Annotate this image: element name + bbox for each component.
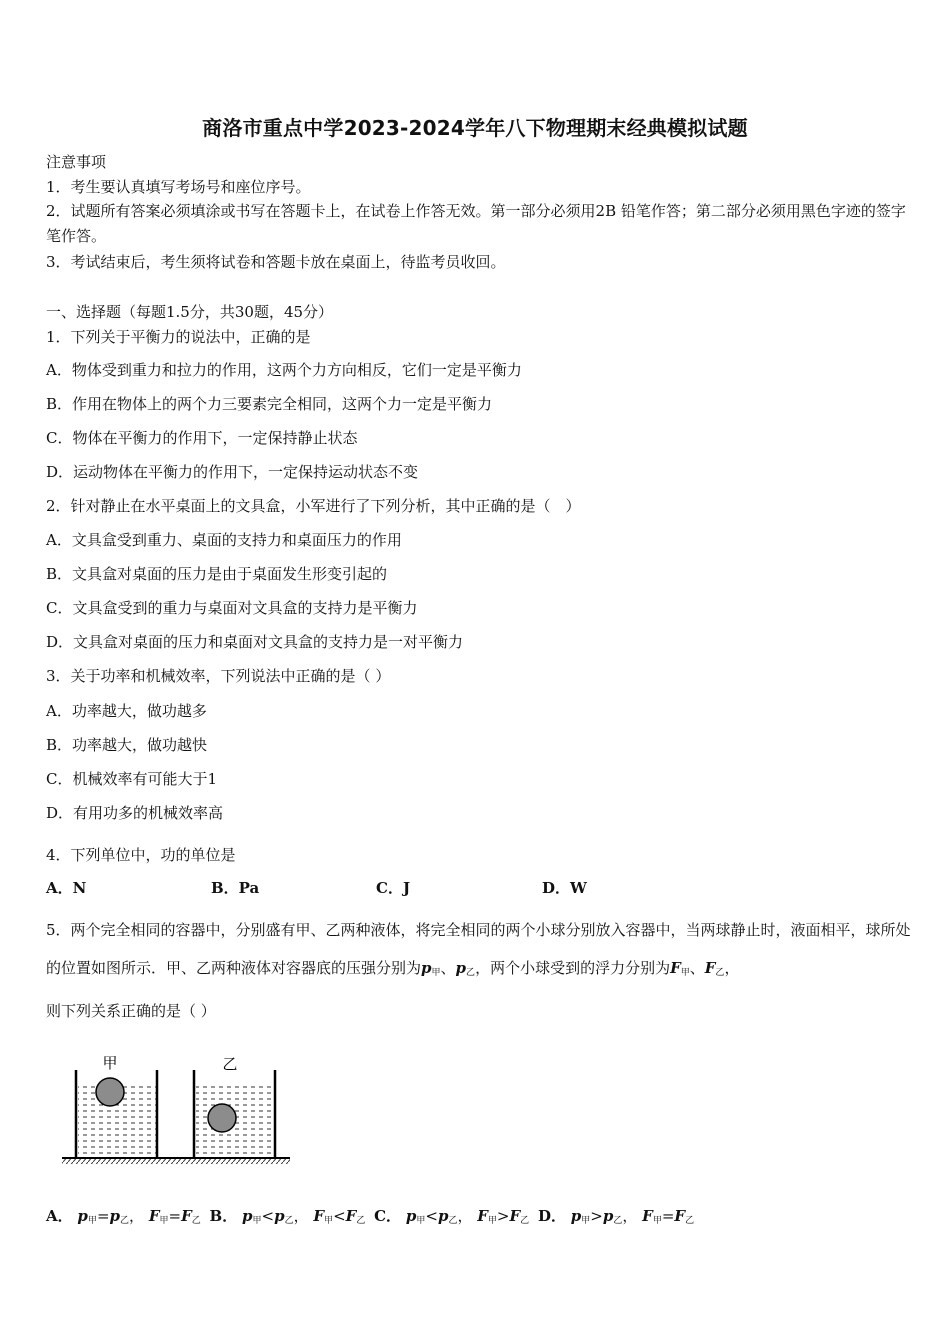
question-2-option-c: C．文具盒受到的重力与桌面对文具盒的支持力是平衡力 bbox=[46, 599, 418, 617]
separator: ， bbox=[724, 959, 740, 977]
symbol-f: F bbox=[704, 959, 716, 977]
subscript-yi: 乙 bbox=[466, 968, 476, 978]
notice-item: 1．考生要认真填写考场号和座位序号。 bbox=[46, 178, 311, 196]
question-5-stem-text: ，两个小球受到的浮力分别为 bbox=[475, 959, 671, 977]
question-1-option-b: B．作用在物体上的两个力三要素完全相同，这两个力一定是平衡力 bbox=[46, 395, 493, 413]
question-1-stem: 1．下列关于平衡力的说法中，正确的是 bbox=[46, 328, 311, 346]
page-title: 商洛市重点中学2023-2024学年八下物理期末经典模拟试题 bbox=[202, 116, 748, 140]
option-c-label: C． bbox=[374, 1207, 402, 1225]
label-jia: 甲 bbox=[102, 1054, 118, 1072]
question-3-option-b: B．功率越大，做功越快 bbox=[46, 736, 208, 754]
notice-item: 2．试题所有答案必须填涂或书写在答题卡上，在试卷上作答无效。第一部分必须用2B 铅笔作答；第二部分必须用黑色字迹的签字笔作答。 bbox=[46, 202, 906, 245]
label-yi: 乙 bbox=[222, 1055, 238, 1073]
question-1-option-a: A．物体受到重力和拉力的作用，这两个力方向相反，它们一定是平衡力 bbox=[46, 361, 522, 379]
symbol-p: p bbox=[421, 959, 432, 977]
ground-hatch bbox=[62, 1159, 290, 1164]
notice-heading: 注意事项 bbox=[46, 153, 107, 171]
question-4-stem: 4．下列单位中，功的单位是 bbox=[46, 846, 236, 864]
ball-yi bbox=[208, 1104, 236, 1132]
symbol-f: F bbox=[670, 959, 681, 977]
question-5-options: A． $p_甲=p_乙$， $F_甲=F_乙$ B． $p_甲<p_乙$， $F_甲<F_乙$ C． $p_甲<p_乙$， $F_甲>F_乙$ D． $p_甲>p_乙$， $F_甲=F_乙$ bbox=[46, 1207, 695, 1226]
question-5-stem-text: 5．两个完全相同的容器中，分别盛有甲、乙两种液体，将完全相同的两个小球分别放入容器中，当两球静止时，液面相平，球所处的位置如图所示．甲、乙两种液体对容器底的压强分别为 bbox=[46, 921, 911, 977]
question-2-option-d: D．文具盒对桌面的压力和桌面对文具盒的支持力是一对平衡力 bbox=[46, 633, 464, 651]
section-heading: 一、选择题（每题1.5分，共30题，45分） bbox=[46, 303, 334, 321]
question-3-stem: 3．关于功率和机械效率，下列说法中正确的是（ ） bbox=[46, 667, 391, 685]
ball-jia bbox=[96, 1078, 124, 1106]
subscript-yi: 乙 bbox=[715, 968, 725, 978]
question-4-option-b: B．Pa bbox=[211, 879, 260, 897]
container-yi bbox=[194, 1055, 275, 1158]
question-2-option-a: A．文具盒受到重力、桌面的支持力和桌面压力的作用 bbox=[46, 531, 402, 549]
question-1-option-d: D．运动物体在平衡力的作用下，一定保持运动状态不变 bbox=[46, 463, 419, 481]
container-jia bbox=[76, 1054, 157, 1158]
question-4-option-d: D．W bbox=[542, 879, 587, 897]
separator: 、 bbox=[689, 959, 705, 977]
symbol-p: p bbox=[455, 959, 467, 977]
question-1-option-c: C．物体在平衡力的作用下，一定保持静止状态 bbox=[46, 429, 358, 447]
notice-item: 3．考试结束后，考生须将试卷和答题卡放在桌面上，待监考员收回。 bbox=[46, 253, 506, 271]
question-5-stem bbox=[46, 911, 912, 1030]
containers-figure bbox=[58, 1048, 298, 1168]
question-3-option-a: A．功率越大，做功越多 bbox=[46, 702, 207, 720]
option-b-label: B． bbox=[209, 1207, 238, 1225]
subscript-jia: 甲 bbox=[680, 968, 690, 978]
question-2-stem: 2．针对静止在水平桌面上的文具盒，小军进行了下列分析，其中正确的是（ ） bbox=[46, 497, 581, 515]
option-d-label: D． bbox=[537, 1207, 566, 1225]
question-4-option-c: C．J bbox=[376, 879, 411, 897]
question-4-option-a: A．N bbox=[46, 879, 87, 897]
subscript-jia: 甲 bbox=[431, 968, 441, 978]
separator: 、 bbox=[440, 959, 456, 977]
question-3-option-c: C．机械效率有可能大于1 bbox=[46, 770, 218, 788]
option-a-label: A． bbox=[46, 1207, 73, 1225]
question-5-stem-end: 则下列关系正确的是（ ） bbox=[46, 1002, 216, 1020]
question-3-option-d: D．有用功多的机械效率高 bbox=[46, 804, 224, 822]
question-2-option-b: B．文具盒对桌面的压力是由于桌面发生形变引起的 bbox=[46, 565, 388, 583]
